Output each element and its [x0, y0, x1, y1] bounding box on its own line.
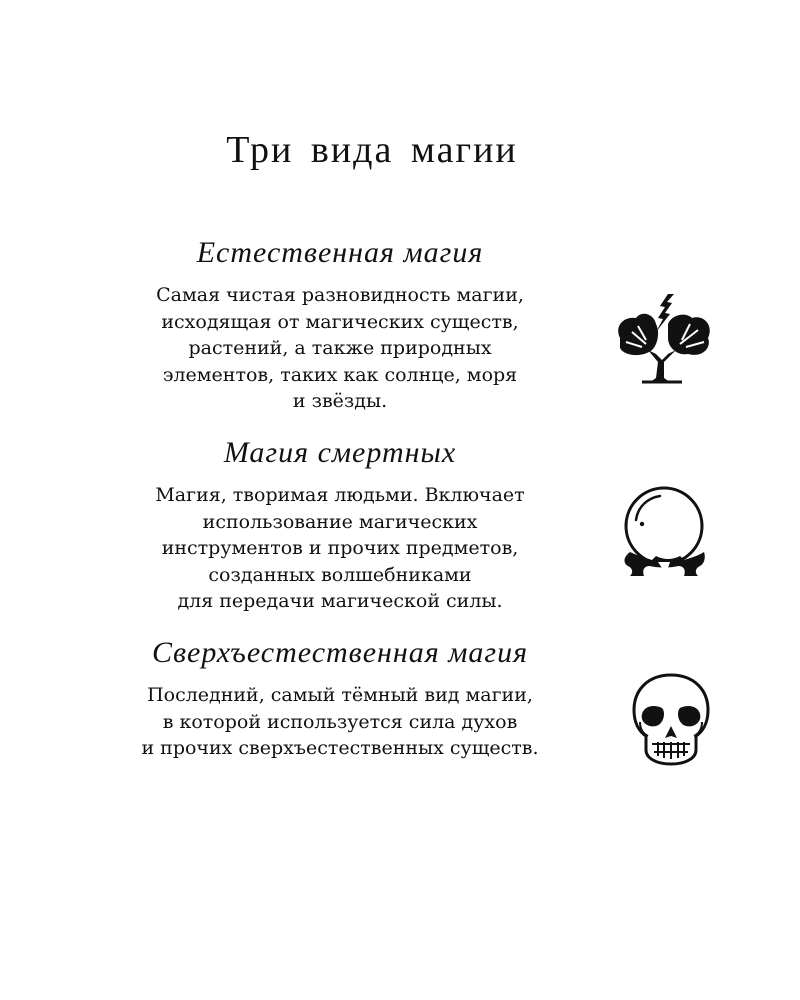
text-line: растений, а также природных [188, 337, 492, 359]
text-line: и звёзды. [292, 390, 388, 412]
text-line: элементов, таких как солнце, моря [162, 363, 518, 386]
section-heading: Сверхъестественная магия [151, 636, 529, 669]
text-line: инструментов и прочих предметов, [161, 537, 519, 559]
section-text [0, 682, 680, 762]
text-line: для передачи магической силы. [177, 590, 503, 612]
text-line: в которой используется сила духов [162, 710, 518, 733]
section-heading: Естественная магия [196, 236, 484, 269]
section-mortal-magic [0, 434, 680, 615]
section-text [0, 282, 680, 415]
skull-icon [630, 672, 712, 766]
text-line: Последний, самый тёмный вид магии, [147, 684, 533, 706]
section-heading: Магия смертных [223, 436, 457, 469]
text-line: и прочих сверхъестественных существ. [141, 737, 539, 759]
text-line: Магия, творимая людьми. Включает [155, 484, 525, 506]
section-supernatural-magic [0, 634, 680, 762]
text-line: исходящая от магических существ, [161, 310, 519, 333]
text-line: использование магических [202, 510, 478, 533]
crystal-ball-icon [612, 486, 716, 578]
tree-lightning-icon [612, 292, 716, 386]
text-line: Самая чистая разновидность магии, [156, 284, 524, 306]
text-line: созданных волшебниками [208, 563, 472, 586]
section-text [0, 482, 680, 615]
page-title: Три вида магии [226, 129, 518, 171]
section-natural-magic [0, 234, 680, 415]
